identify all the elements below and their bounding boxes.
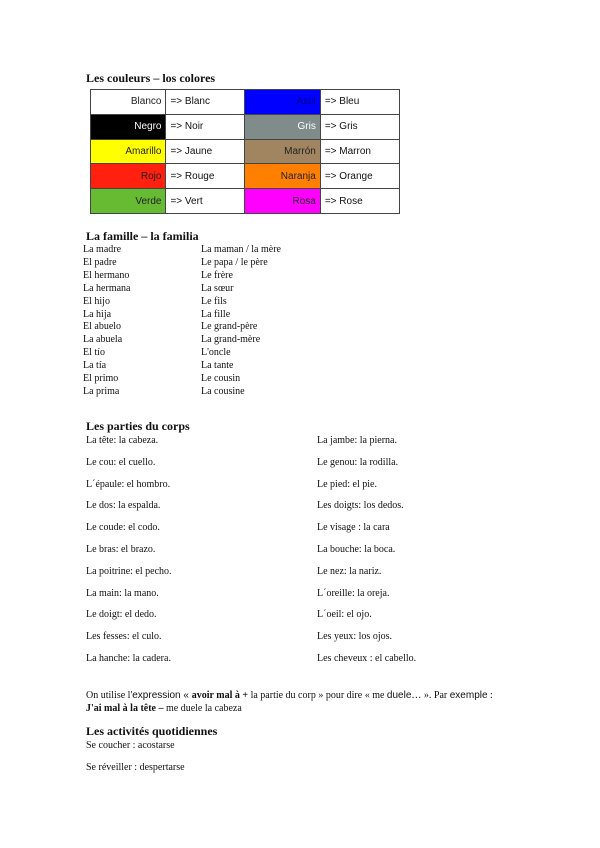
family-spanish: El primo [83,373,119,384]
color-french: => Bleu [320,90,399,115]
body-part-right: Le genou: la rodilla. [317,456,399,468]
note-text: la partie du corp » pour dire « me [248,690,387,701]
color-french: => Jaune [166,139,245,164]
family-spanish: El abuelo [83,321,122,333]
family-french: La tante [201,360,234,372]
body-part-left: La hanche: la cadera. [86,653,171,664]
body-part-right: Le visage : la cara [317,522,390,534]
family-french: Le frère [201,269,233,281]
color-french: => Rouge [166,164,245,189]
color-french: => Orange [320,164,399,189]
body-part-right: Les doigts: los dedos. [317,500,404,512]
family-spanish: La madre [83,244,122,255]
body-part-right: L´oeil: el ojo. [317,609,372,621]
color-spanish: Gris [245,114,320,139]
body-part-right: La bouche: la boca. [317,544,396,555]
family-french: La fille [201,308,231,320]
family-spanish: La tía [83,360,107,372]
body-part-left: Le doigt: el dedo. [86,609,157,621]
color-spanish: Rojo [91,164,166,189]
color-spanish: Rosa [245,189,320,214]
family-french: La cousine [201,385,245,397]
body-part-left: Les fesses: el culo. [86,631,162,643]
family-spanish: El hijo [83,295,110,307]
family-spanish: El hermano [83,269,130,281]
family-french: Le fils [201,295,227,307]
color-spanish: Marrón [245,139,320,164]
body-part-left: Le dos: la espalda. [86,500,161,512]
body-part-left: Le coude: el codo. [86,522,160,534]
color-french: => Vert [166,189,245,214]
note-bold: duele [386,690,412,701]
color-row [91,139,400,164]
color-spanish: Amarillo [91,139,166,164]
color-french: => Noir [166,114,245,139]
color-french: => Marron [320,139,399,164]
body-part-left: Le bras: el brazo. [86,544,156,555]
body-part-left: La tête: la cabeza. [86,435,159,446]
family-french: La sœur [201,282,234,294]
body-part-left: Le cou: el cuello. [86,456,156,468]
activity-item: Se coucher : acostarse [86,740,175,751]
activity-item: Se réveiller : despertarse [86,762,185,773]
family-french: La maman / la mère [201,244,281,255]
color-french: => Blanc [166,90,245,115]
family-french: Le grand-père [201,321,258,333]
body-part-right: L´oreille: la oreja. [317,587,390,599]
body-part-left: L´épaule: el hombro. [86,478,171,490]
body-part-left: La main: la mano. [86,587,159,599]
color-spanish: Blanco [91,90,166,115]
note-text: me duele la cabeza [163,703,242,714]
family-spanish: La prima [83,385,120,397]
colors-table [90,89,400,214]
color-spanish: Negro [91,114,166,139]
usage-note [86,689,506,715]
note-text: exemple [449,690,488,701]
body-title: Les parties du corps [86,419,190,433]
family-spanish: La hija [83,308,112,320]
activities-title: Les activités quotidiennes [86,724,218,738]
color-spanish: Naranja [245,164,320,189]
note-bold: J'ai mal à la tête – [86,703,164,714]
body-part-right: Les yeux: los ojos. [317,631,392,643]
note-text: : [487,690,493,701]
color-row [91,164,400,189]
family-spanish: La hermana [83,282,131,294]
body-part-right: Le nez: la nariz. [317,565,382,577]
note-bold: avoir mal à + [191,690,249,701]
color-spanish: Verde [91,189,166,214]
body-part-right: La jambe: la pierna. [317,435,397,446]
note-text: expression « [132,690,192,701]
family-french: La grand-mère [201,334,261,346]
family-spanish: El tío [83,347,105,359]
note-text: … ». Par [411,690,450,701]
color-spanish: Azul [245,90,320,115]
family-spanish: El padre [83,256,117,268]
family-title: La famille – la familia [86,229,199,243]
family-french: Le papa / le père [201,256,268,268]
color-row [91,90,400,115]
color-french: => Gris [320,114,399,139]
color-row [91,189,400,214]
body-part-right: Le pied: el pie. [317,478,377,490]
note-text: On utilise l' [86,690,133,701]
color-row [91,114,400,139]
body-part-right: Les cheveux : el cabello. [317,653,417,664]
body-part-left: La poitrine: el pecho. [86,565,172,577]
colors-title: Les couleurs – los colores [86,71,216,85]
family-spanish: La abuela [83,334,123,346]
family-french: Le cousin [201,373,241,384]
color-french: => Rose [320,189,399,214]
family-french: L'oncle [201,347,231,359]
